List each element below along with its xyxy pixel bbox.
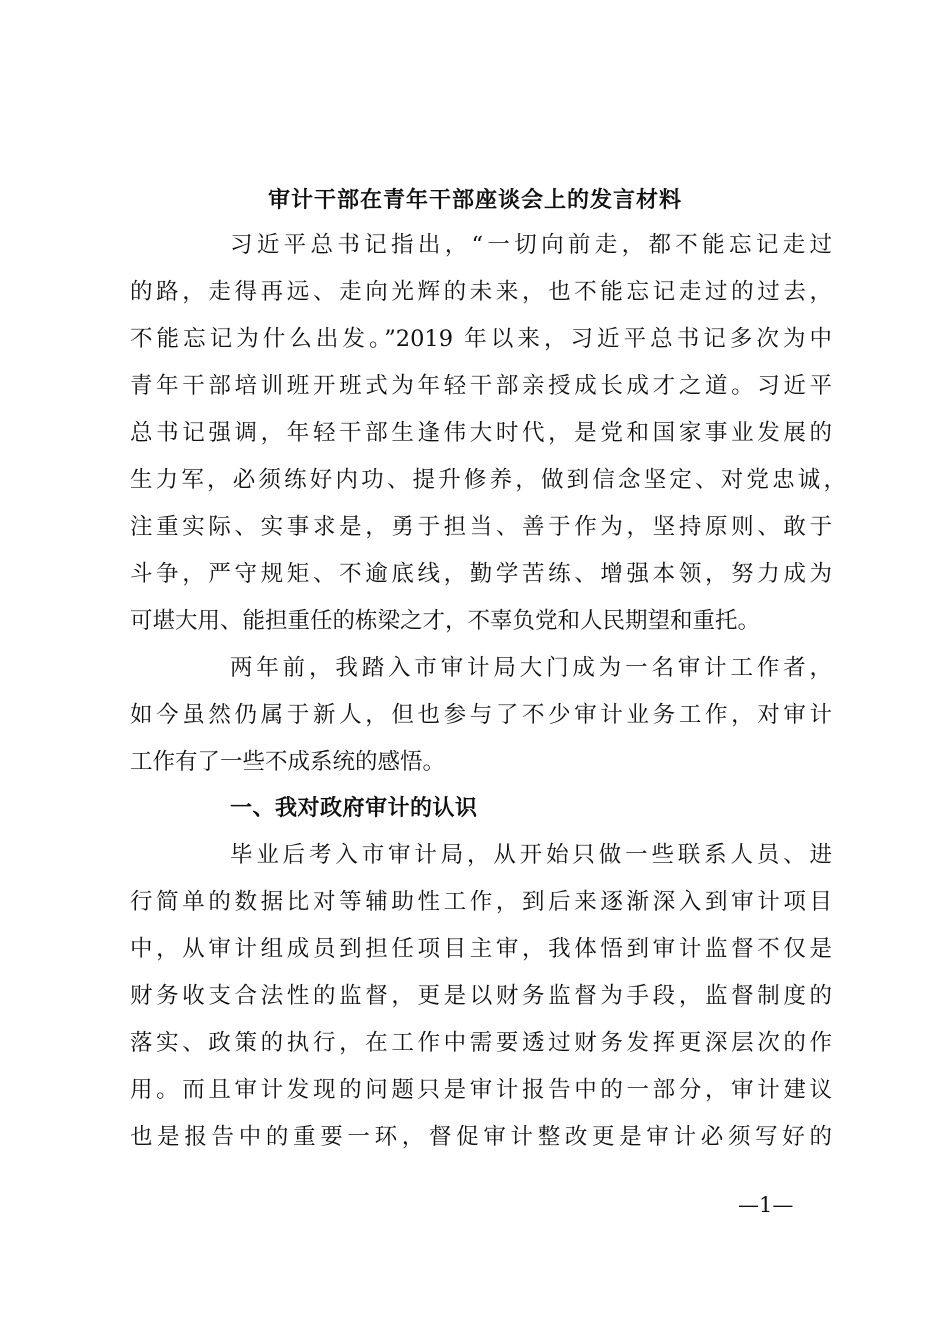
paragraph-1-line: 习近平总书记指出，“一切向前走，都不能忘记走过 <box>230 232 832 258</box>
paragraph-2-line: 两年前，我踏入市审计局大门成为一名审计工作者， <box>230 655 832 681</box>
section-heading: 一、我对政府审计的认识 <box>230 795 478 821</box>
paragraph-3-line: 落实、政策的执行，在工作中需要透过财务发挥更深层次的作 <box>130 1030 832 1056</box>
paragraph-1-line: 青年干部培训班开班式为年轻干部亲授成长成才之道。习近平 <box>130 373 832 399</box>
paragraph-3-line: 财务收支合法性的监督，更是以财务监督为手段，监督制度的 <box>130 983 832 1009</box>
paragraph-1-line: 不能忘记为什么出发。”2019 年以来，习近平总书记多次为中 <box>130 326 832 352</box>
paragraph-1-line: 斗争，严守规矩、不逾底线，勤学苦练、增强本领，努力成为 <box>130 561 832 587</box>
page-number: —1— <box>738 1193 794 1217</box>
paragraph-3-line: 毕业后考入市审计局，从开始只做一些联系人员、进 <box>230 842 832 868</box>
paragraph-3-line: 行简单的数据比对等辅助性工作，到后来逐渐深入到审计项目 <box>130 889 832 915</box>
paragraph-3-line: 用。而且审计发现的问题只是审计报告中的一部分，审计建议 <box>130 1077 832 1103</box>
paragraph-2-line: 如今虽然仍属于新人，但也参与了不少审计业务工作，对审计 <box>130 702 832 728</box>
paragraph-3-line: 中，从审计组成员到担任项目主审，我体悟到审计监督不仅是 <box>130 936 832 962</box>
document-title: 审计干部在青年干部座谈会上的发言材料 <box>267 187 682 213</box>
paragraph-1-line: 的路，走得再远、走向光辉的未来，也不能忘记走过的过去， <box>130 279 832 305</box>
paragraph-1-line: 注重实际、实事求是，勇于担当、善于作为，坚持原则、敢于 <box>130 514 832 540</box>
paragraph-1-line: 总书记强调，年轻干部生逢伟大时代，是党和国家事业发展的 <box>130 420 832 446</box>
paragraph-2-line: 工作有了一些不成系统的感悟。 <box>130 749 446 775</box>
paragraph-1-line: 可堪大用、能担重任的栋梁之才，不辜负党和人民期望和重托。 <box>130 608 761 634</box>
paragraph-3-line: 也是报告中的重要一环，督促审计整改更是审计必须写好的 <box>130 1124 832 1150</box>
paragraph-1-line: 生力军，必须练好内功、提升修养，做到信念坚定、对党忠诚， <box>130 467 846 493</box>
